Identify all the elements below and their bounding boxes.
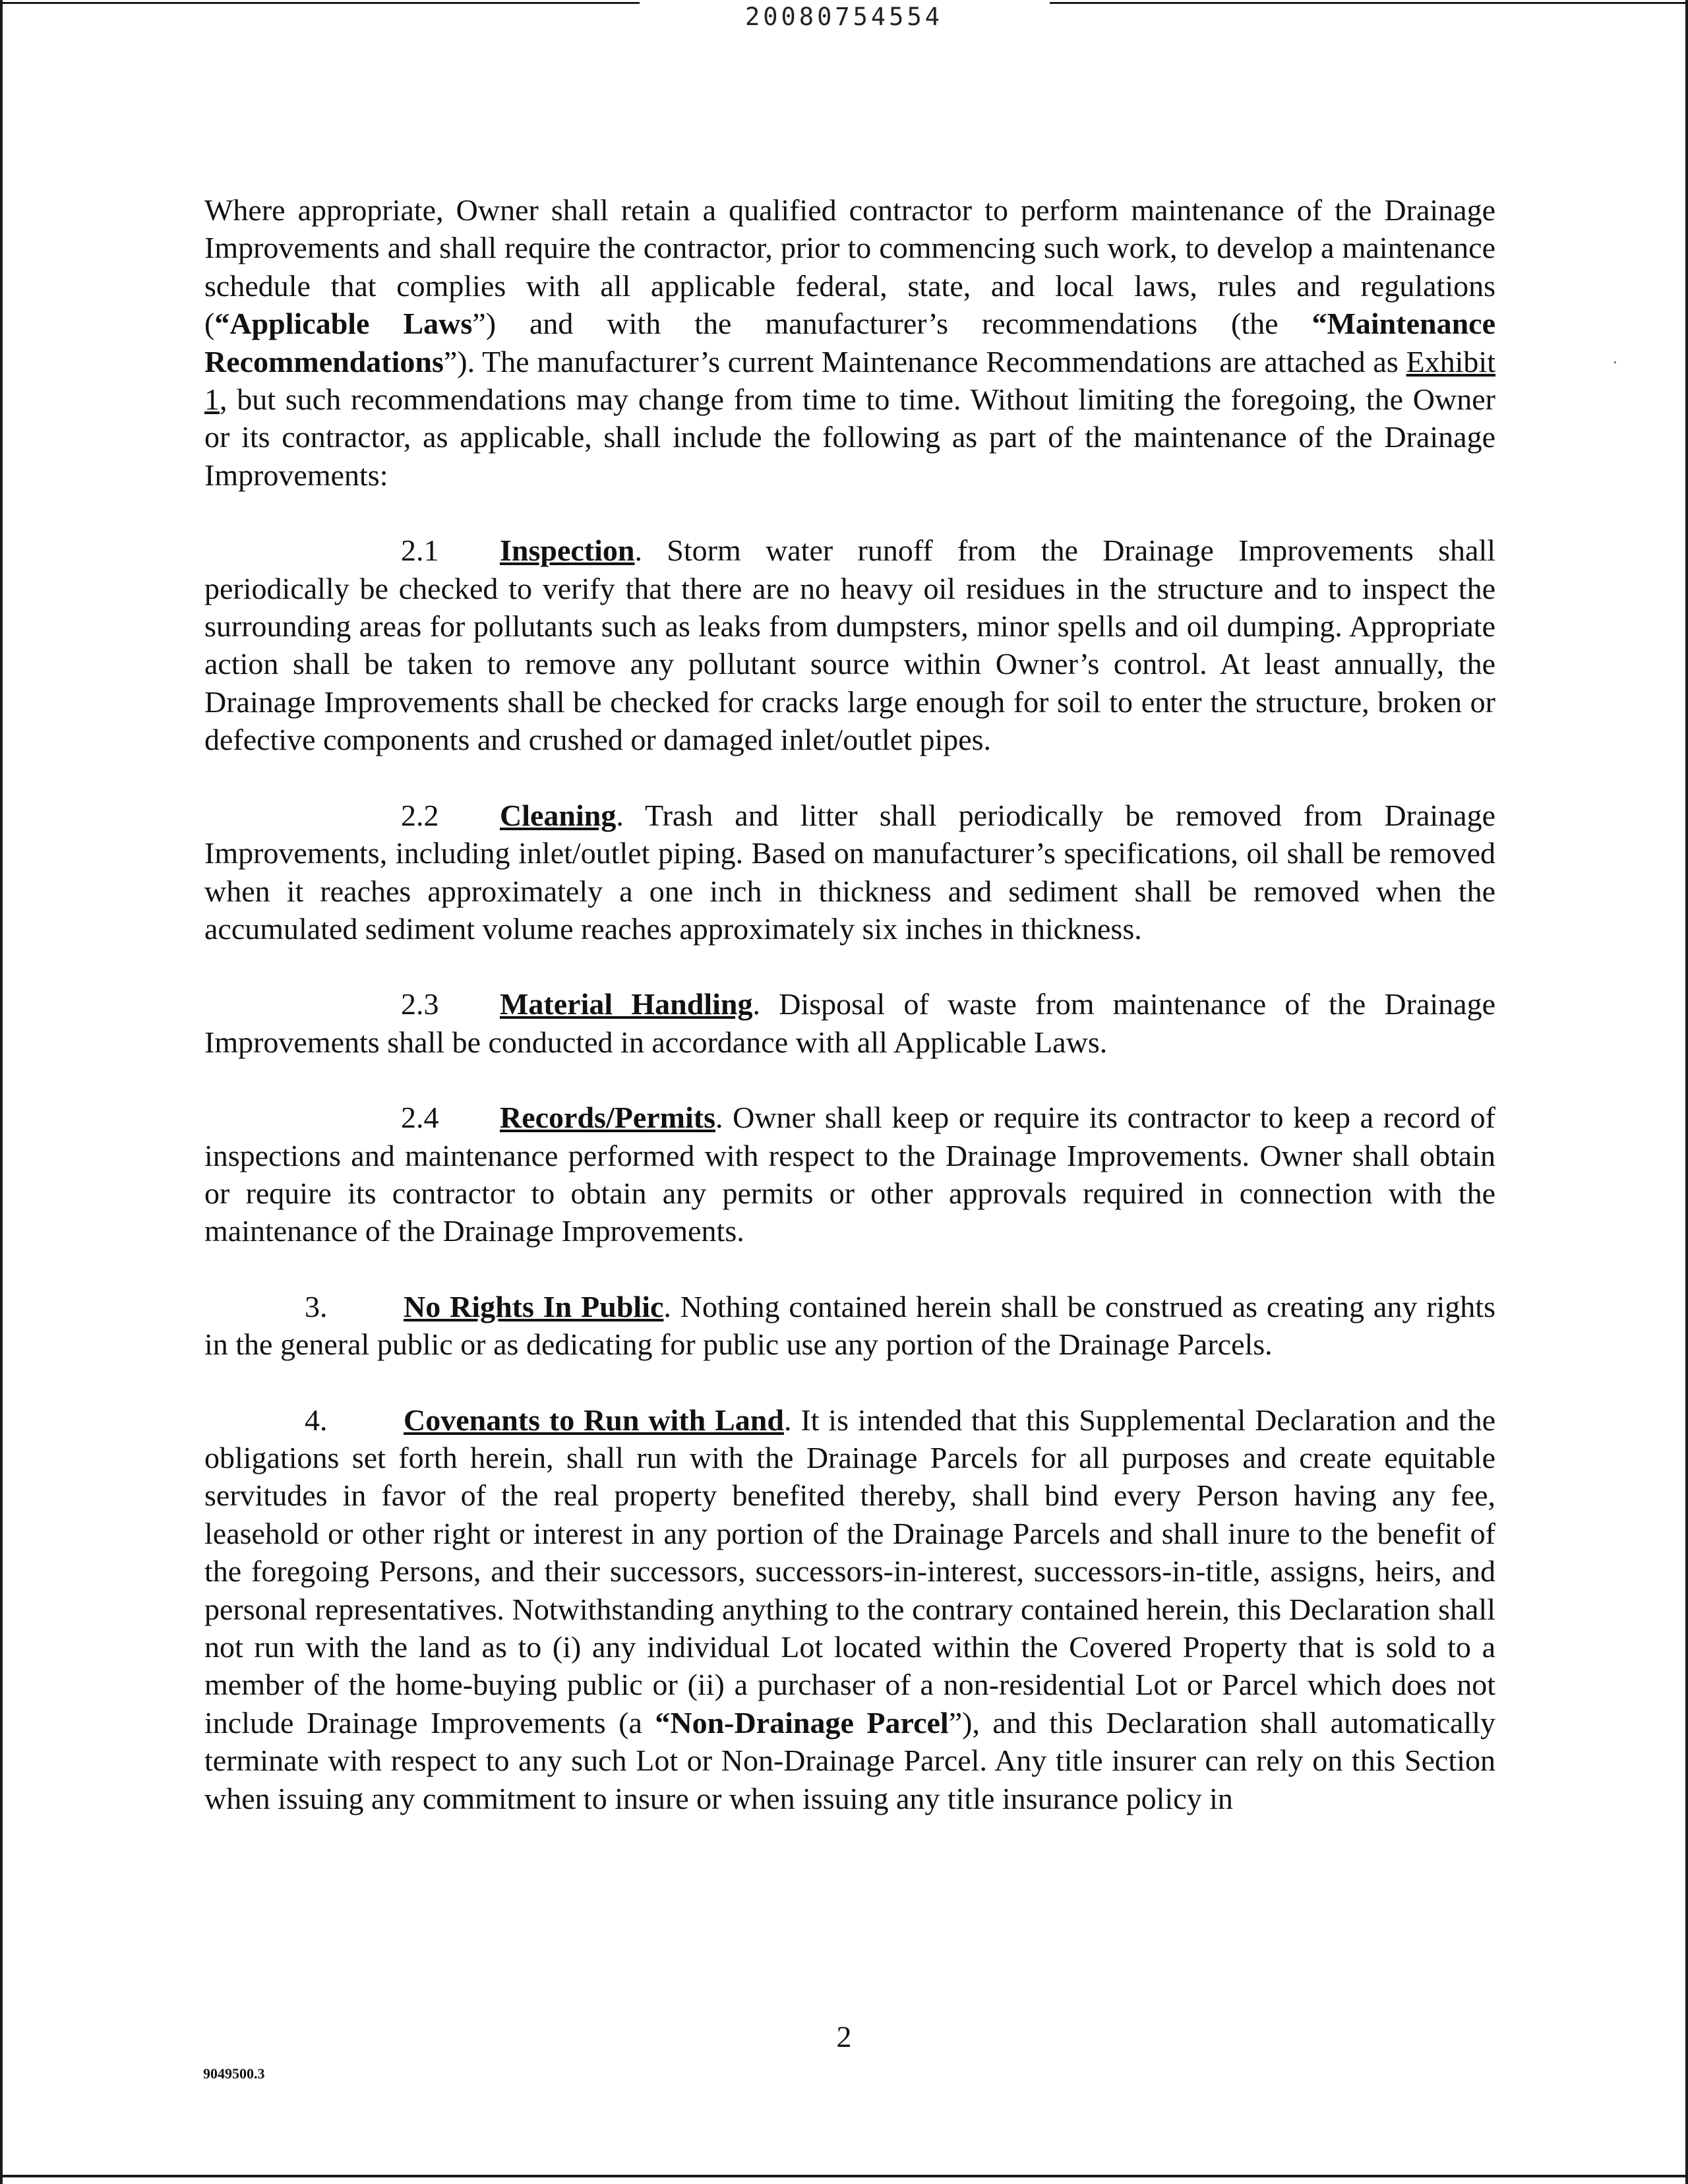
section-number: 2.4 — [401, 1101, 439, 1135]
intro-text-mid1: ”) and with the manufacturer’s recommendations (the — [472, 307, 1312, 341]
section-heading: Covenants to Run with Land — [404, 1403, 784, 1437]
scan-border-left — [0, 0, 3, 2184]
intro-text-end: , but such recommendations may change from time to time. Without limiting the foregoing, the Owner or its contractor, as applicable, shall include the following as part of the maintenance of the Drainage Improvements: — [204, 382, 1495, 492]
section-text: . It is intended that this Supplemental Declaration and the obligations set forth herein, shall run with the Drainage Parcels for all purposes and create equitable servitudes in favor of the real property benefited thereby, shall bind every Person having any fee, leasehold or other right or interest in any portion of the Drainage Parcels and shall inure to the benefit of the foregoing Persons, and their successors, successors-in-interest, successors-in-title, assigns, heirs, and personal representatives. Notwithstanding anything to the contrary contained herein, this Declaration shall not run with the land as to (i) any individual Lot located within the Covered Property that is sold to a member of the home-buying public or (ii) a purchaser of a non-residential Lot or Parcel which does not include Drainage Improvements (a — [204, 1403, 1495, 1740]
defined-term-maintenance-recommendations: “Maintenance Recommendations — [204, 307, 1495, 379]
section-text: . Disposal of waste from maintenance of the Drainage Improvements shall be conducted in accordance with all Applicable Laws. — [204, 987, 1495, 1059]
section-number: 2.1 — [401, 533, 439, 568]
section-heading: Inspection — [500, 533, 635, 568]
section-heading: Cleaning — [500, 798, 617, 832]
document-id: 9049500.3 — [203, 2065, 265, 2082]
section-number: 4. — [305, 1403, 328, 1437]
section-2-1 — [204, 531, 1495, 758]
page-number: 2 — [836, 2020, 852, 2053]
section-2-4 — [204, 1099, 1495, 1250]
section-3 — [204, 1288, 1495, 1364]
section-number: 3. — [305, 1289, 328, 1323]
intro-paragraph — [204, 191, 1495, 494]
section-text-cont: ”), and this Declaration shall automatically terminate with respect to any such Lot or Non-Drainage Parcel. Any title insurer can rely on this Section when issuing any commitment to insure or when issuing any title insurance policy in — [204, 1705, 1495, 1815]
defined-term-applicable-laws: “Applicable Laws — [214, 307, 473, 341]
section-text: . Storm water runoff from the Drainage Improvements shall periodically be checked to verify that there are no heavy oil residues in the structure and to inspect the surrounding areas for pollutants such as leaks from dumpsters, minor spells and oil dumping. Appropriate action shall be taken to remove any pollutant source within Owner’s control. At least annually, the Drainage Improvements shall be checked for cracks large enough for soil to enter the structure, broken or defective components and crushed or damaged inlet/outlet pipes. — [204, 533, 1495, 757]
section-heading: No Rights In Public — [404, 1289, 664, 1323]
section-4 — [204, 1401, 1495, 1817]
exhibit-reference: Exhibit 1 — [204, 344, 1495, 417]
section-2-2 — [204, 797, 1495, 948]
scan-speck — [1614, 361, 1616, 363]
intro-text-mid2: ”). The manufacturer’s current Maintenance Recommendations are attached as — [443, 344, 1406, 379]
section-text: . Trash and litter shall periodically be removed from Drainage Improvements, including inlet/outlet piping. Based on manufacturer’s specifications, oil shall be removed when it reaches approximately a one inch in thickness and sediment shall be removed when the accumulated sediment volume reaches approximately six inches in thickness. — [204, 798, 1495, 946]
document-body — [204, 191, 1495, 1855]
section-heading: Material Handling — [500, 987, 753, 1021]
section-text: . Owner shall keep or require its contractor to keep a record of inspections and maintenance performed with respect to the Drainage Improvements. Owner shall obtain or require its contractor to obtain any permits or other approvals required in connection with the maintenance of the Drainage Improvements. — [204, 1101, 1495, 1248]
section-text: . Nothing contained herein shall be construed as creating any rights in the general public or as dedicating for public use any portion of the Drainage Parcels. — [204, 1289, 1495, 1362]
section-number: 2.3 — [401, 987, 439, 1021]
intro-text: Where appropriate, Owner shall retain a qualified contractor to perform maintenance of the Drainage Improvements and shall require the contractor, prior to commencing such work, to develop a maintenance schedule that complies with all applicable federal, state, and local laws, rules and regulations ( — [204, 193, 1495, 341]
bottom-rule — [0, 2175, 1688, 2177]
section-heading: Records/Permits — [500, 1101, 715, 1135]
defined-term-non-drainage-parcel: “Non-Drainage Parcel — [655, 1705, 949, 1740]
section-number: 2.2 — [401, 798, 439, 832]
recording-number: 20080754554 — [744, 3, 944, 31]
scan-border-right — [1685, 0, 1688, 2184]
section-2-3 — [204, 985, 1495, 1061]
